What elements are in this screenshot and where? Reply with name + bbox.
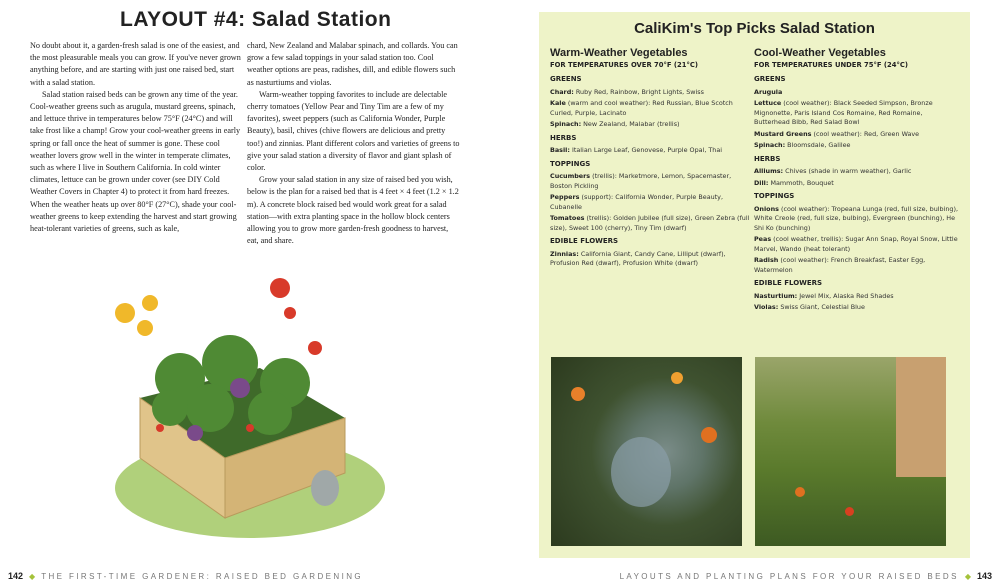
column-heading: Cool-Weather Vegetables	[754, 47, 886, 59]
plant-name: Basil:	[550, 146, 570, 154]
running-footer: THE FIRST-TIME GARDENER: RAISED BED GARDENING	[41, 572, 363, 581]
plant-name: Spinach:	[754, 141, 786, 149]
page-title	[120, 8, 391, 32]
warm-weather-column	[550, 49, 755, 271]
section-heading: EDIBLE FLOWERS	[550, 237, 619, 245]
varieties: (cool weather): Black Seeded Simpson, Bronze Mignonette, Paris Island Cos Romaine, Red Romaine, Butterhead Bibb, Red Salad Bowl	[754, 99, 933, 126]
varieties: (trellis): Marketmore, Lemon, Spacemaster, Boston Pickling	[550, 172, 732, 190]
variety-item	[754, 256, 959, 275]
plant-name: Violas:	[754, 303, 779, 311]
varieties: California Giant, Candy Cane, Lilliput (dwarf), Profusion Red (dwarf), Profusion White (dwarf)	[550, 249, 726, 267]
variety-item	[754, 303, 959, 313]
varieties: Mammoth, Bouquet	[768, 178, 834, 187]
variety-item	[550, 88, 755, 98]
plant-name: Zinnias:	[550, 249, 579, 258]
varieties: Italian Large Leaf, Genovese, Purple Opal, Thai	[569, 146, 723, 154]
plant-name: Tomatoes	[550, 214, 585, 222]
plant-name: Alliums:	[754, 167, 784, 175]
variety-item	[754, 292, 959, 302]
variety-item	[550, 214, 755, 233]
variety-item	[754, 235, 959, 254]
plant-name: Arugula	[754, 87, 783, 96]
running-footer: LAYOUTS AND PLANTING PLANS FOR YOUR RAISED BEDS	[619, 572, 959, 581]
page-number: 142	[8, 571, 24, 581]
plant-name: Mustard Greens	[754, 129, 812, 138]
varieties: (cool weather): Red, Green Wave	[811, 129, 920, 138]
plant-name: Chard:	[550, 87, 574, 96]
varieties: (trellis): Golden Jubilee (full size), Green Zebra (full size), Sweet 100 (cherry), Tiny Tim (dwarf)	[550, 214, 750, 232]
plant-name: Spinach:	[550, 120, 582, 128]
variety-item	[754, 99, 959, 128]
section-heading: GREENS	[550, 75, 582, 83]
body-column-2	[247, 40, 461, 247]
paragraph: Salad station raised beds can be grown any time of the year. Cool-weather greens such as arugula, mustard greens, spinach, and lettuce thrive in temperatures below 75°F (24°C) and will take frost like a champ! Grow your cool-weather greens in early spring or fall once the heat of summer is gone. These cool weather lovers grow well in the winter in temperate climates, such as where I live in Southern California. In cold winter climates, lettuce can be grown under cover (see DIY Cold Weather Covers in Chapter 4) to protect it from hard freezes. When the weather heats up over 80°F (27°C), shade your cool-weather greens to keep extending the harvest and start growing heat-tolerant varieties of greens, such as kale,	[30, 89, 241, 234]
plant-name: Nasturtium:	[754, 291, 798, 300]
variety-item	[754, 141, 959, 151]
paragraph: chard, New Zealand and Malabar spinach, and collards. You can grow a few salad toppings in your salad station too. Cool weather options are peas, radishes, dill, and edible flowers such as nasturtiums and violas.	[247, 41, 458, 87]
variety-item	[754, 167, 959, 177]
varieties: Bloomsdale, Galilee	[785, 141, 851, 149]
varieties: (cool weather): Tropeana Lunga (red, full size, bulbing), White Creole (red, full size, bulbing), Evergreen (bunching), He Shi Ko (bunching)	[754, 204, 958, 232]
variety-item	[754, 179, 959, 189]
photo-kale-nasturtiums	[551, 357, 742, 546]
footer-right	[620, 571, 992, 581]
plant-name: Kale	[550, 99, 566, 107]
variety-item	[550, 99, 755, 118]
cool-weather-column	[754, 49, 959, 315]
variety-item	[754, 88, 959, 98]
variety-item	[550, 172, 755, 191]
plant-name: Dill:	[754, 178, 769, 187]
varieties: Swiss Giant, Celestial Blue	[778, 303, 865, 311]
varieties: (warm and cool weather): Red Russian, Blue Scotch Curled, Purple, Lacinato	[550, 99, 733, 117]
variety-item	[754, 205, 959, 234]
page-number: 143	[976, 571, 992, 581]
temperature-subheading: FOR TEMPERATURES UNDER 75°F (24°C)	[754, 60, 908, 69]
varieties: (support): California Wonder, Purple Beauty, Cubanelle	[550, 193, 723, 211]
section-heading: TOPPINGS	[550, 159, 591, 168]
title-layout-number: LAYOUT #4:	[120, 8, 246, 31]
plant-name: Lettuce	[754, 99, 782, 107]
temperature-subheading: FOR TEMPERATURES OVER 70°F (21°C)	[550, 60, 698, 69]
varieties: Chives (shade in warm weather), Garlic	[783, 167, 912, 175]
section-heading: TOPPINGS	[754, 192, 795, 200]
photo-raised-bed-garden	[755, 357, 946, 546]
variety-item	[754, 130, 959, 140]
paragraph: No doubt about it, a garden-fresh salad is one of the easiest, and the most pleasurable meals you can grow. If you've never grown anything before, and are starting with just one raised bed, start with a salad station.	[30, 41, 241, 87]
variety-item	[550, 250, 755, 269]
variety-item	[550, 146, 755, 156]
diamond-icon: ◆	[964, 572, 971, 581]
section-heading: HERBS	[550, 133, 577, 142]
raised-bed-illustration	[100, 268, 400, 548]
variety-item	[550, 193, 755, 212]
section-heading: EDIBLE FLOWERS	[754, 279, 823, 287]
varieties: Jewel Mix, Alaska Red Shades	[797, 291, 894, 300]
column-heading: Warm-Weather Vegetables	[550, 47, 688, 59]
section-heading: HERBS	[754, 154, 781, 163]
varieties: Ruby Red, Rainbow, Bright Lights, Swiss	[573, 87, 704, 96]
plant-name: Peas	[754, 235, 772, 243]
plant-name: Onions	[754, 204, 779, 213]
variety-item	[550, 120, 755, 130]
plant-name: Peppers	[550, 193, 580, 201]
diamond-icon: ◆	[29, 572, 36, 581]
footer-left	[8, 571, 363, 581]
varieties: (cool weather): French Breakfast, Easter Egg, Watermelon	[754, 256, 926, 274]
paragraph: Grow your salad station in any size of raised bed you wish, below is the plan for a raised bed that is 4 feet × 4 feet (1.2 × 1.2 m). A concrete block raised bed would work great for a salad station—with extra planting space in the hollow block centers allowing you to grow more garden-fresh goodness to harvest, eat, and share.	[247, 175, 459, 246]
title-name: Salad Station	[245, 8, 392, 31]
plant-name: Radish	[754, 256, 779, 264]
paragraph: Warm-weather topping favorites to include are delectable cherry tomatoes (Yellow Pear and Tiny Tim are a few of my favorites), sweet peppers (such as California Wonder, Purple Beauty), basil, chives (chive flowers are delicious and pretty too!) and zinnias. Plant different colors and varieties of greens to give your salad station a diversity of flavor and giant splash of color.	[247, 89, 460, 173]
sidebar-title: CaliKim's Top Picks Salad Station	[634, 20, 875, 37]
varieties: New Zealand, Malabar (trellis)	[581, 120, 680, 128]
plant-name: Cucumbers	[550, 172, 591, 180]
varieties: (cool weather, trellis): Sugar Ann Snap, Royal Snow, Little Marvel, Wando (heat tolerant)	[754, 235, 958, 253]
section-heading: GREENS	[754, 75, 786, 83]
body-column-1	[30, 40, 244, 235]
